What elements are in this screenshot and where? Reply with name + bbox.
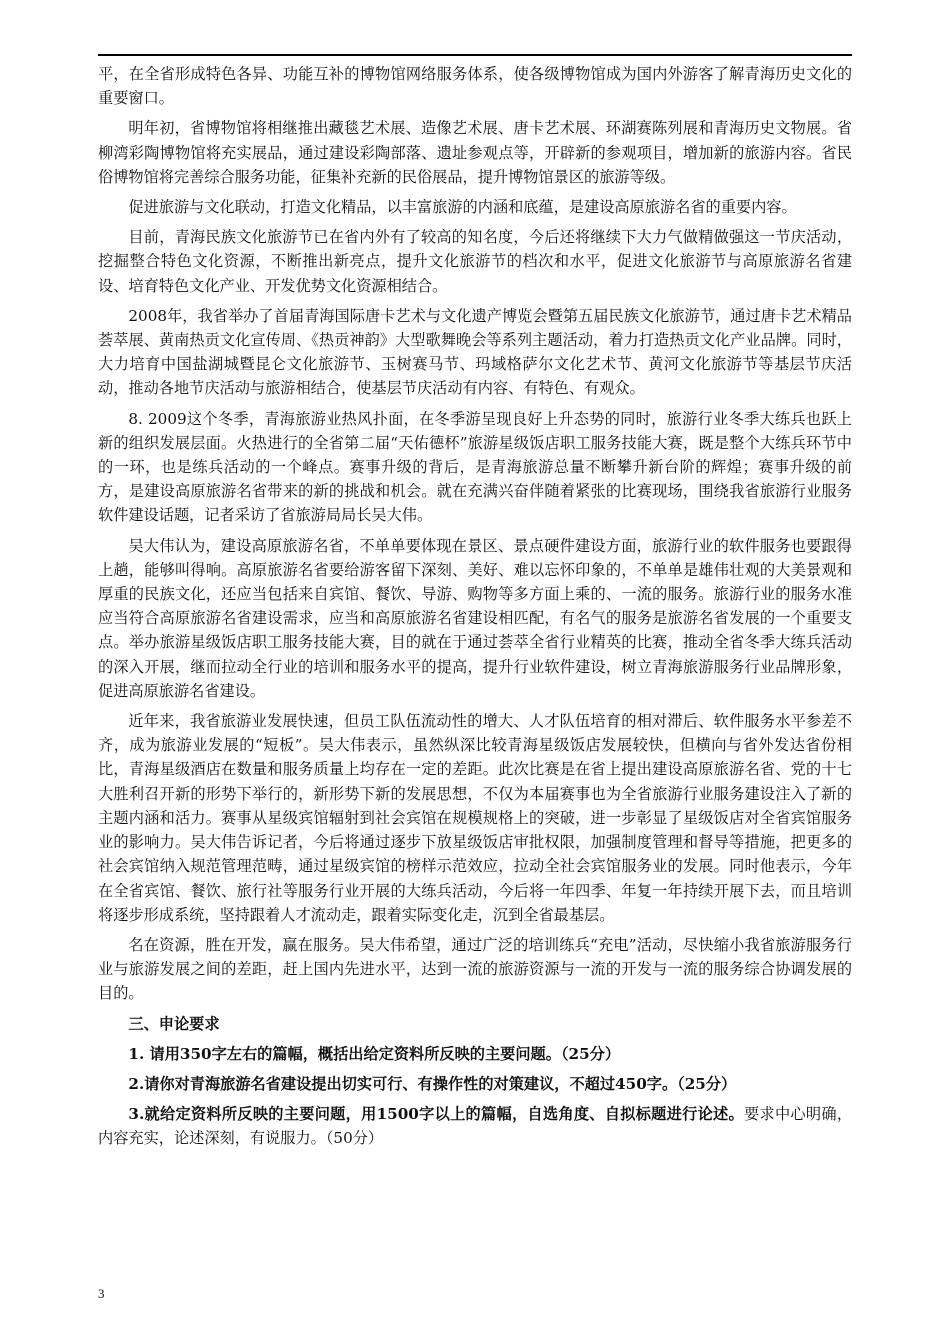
header-rule bbox=[98, 54, 852, 56]
paragraph-material-8: 8. 2009这个冬季，青海旅游业热风扑面，在冬季游呈现良好上升态势的同时，旅游行业冬季大练兵也跃上新的组织发展层面。火热进行的全省第二届“天佑德杯”旅游星级饭店职工服务技能大赛，既是整个大练兵环节中的一环，也是练兵活动的一个峰点。赛事升级的背后，是青海旅游总量不断攀升新台阶的辉煌；赛事升级的前方，是建设高原旅游名省带来的新的挑战和机会。就在充满兴奋伴随着紧张的比赛现场，围绕我省旅游行业服务软件建设话题，记者采访了省旅游局局长吴大伟。 bbox=[98, 409, 852, 525]
paragraph-festival: 目前，青海民族文化旅游节已在省内外有了较高的知名度，今后还将继续下大力气做精做强这一节庆活动，挖掘整合特色文化资源，不断推出新亮点，提升文化旅游节的档次和水平，促进文化旅游节与高原旅游名省建设、培育特色文化产业、开发优势文化资源相结合。 bbox=[98, 228, 852, 295]
requirement-1-text: 1. 请用350字左右的篇幅，概括出给定资料所反映的主要问题。（25分） bbox=[128, 1044, 621, 1063]
requirement-2-text: 2.请你对青海旅游名省建设提出切实可行、有操作性的对策建议，不超过450字。（25分） bbox=[128, 1074, 737, 1093]
document-body bbox=[98, 62, 852, 1157]
section-heading: 三、申论要求 bbox=[128, 1014, 220, 1033]
paragraph-2008: 2008年，我省举办了首届青海国际唐卡艺术与文化遗产博览会暨第五届民族文化旅游节，通过唐卡艺术精品荟萃展、黄南热贡文化宣传周、《热贡神韵》大型歌舞晚会等系列主题活动，着力打造热贡文化产业品牌。同时，大力培育中国盐湖城暨昆仑文化旅游节、玉树赛马节、玛域格萨尔文化艺术节、黄河文化旅游节等基层节庆活动，推动各地节庆活动与旅游相结合，使基层节庆活动有内容、有特色、有观众。 bbox=[98, 306, 852, 398]
paragraph-museum-exhibits: 明年初，省博物馆将相继推出藏毯艺术展、造像艺术展、唐卡艺术展、环湖赛陈列展和青海历史文物展。省柳湾彩陶博物馆将充实展品，通过建设彩陶部落、遗址参观点等，开辟新的参观项目，增加新的旅游内容。省民俗博物馆将完善综合服务功能，征集补充新的民俗展品，提升博物馆景区的旅游等级。 bbox=[98, 119, 852, 186]
requirement-2 bbox=[98, 1072, 852, 1096]
paragraph-tourism-culture: 促进旅游与文化联动，打造文化精品，以丰富旅游的内涵和底蕴，是建设高原旅游名省的重要内容。 bbox=[128, 198, 797, 217]
page-number: 3 bbox=[98, 1286, 105, 1301]
requirement-3 bbox=[98, 1102, 852, 1150]
paragraph-wu-dawei: 吴大伟认为，建设高原旅游名省，不单单要体现在景区、景点硬件建设方面，旅游行业的软件服务也要跟得上趟，能够叫得响。高原旅游名省要给游客留下深刻、美好、难以忘怀印象的，不单单是雄伟壮观的大美景观和厚重的民族文化，还应当包括来自宾馆、餐饮、导游、购物等多方面上乘的、一流的服务。旅游行业的服务水准应当符合高原旅游名省建设需求，应当和高原旅游名省建设相匹配，有名气的服务是旅游名省发展的一个重要支点。举办旅游星级饭店职工服务技能大赛，目的就在于通过荟萃全省行业精英的比赛，推动全省冬季大练兵活动的深入开展，继而拉动全行业的培训和服务水平的提高，提升行业软件建设，树立青海旅游服务行业品牌形象，促进高原旅游名省建设。 bbox=[98, 536, 852, 700]
paragraph-continued: 平，在全省形成特色各异、功能互补的博物馆网络服务体系，使各级博物馆成为国内外游客了解青海历史文化的重要窗口。 bbox=[98, 65, 852, 108]
paragraph-conclusion: 名在资源，胜在开发，赢在服务。吴大伟希望，通过广泛的培训练兵“充电”活动，尽快缩小我省旅游服务行业与旅游发展之间的差距，赶上国内先进水平，达到一流的旅游资源与一流的开发与一流的服务综合协调发展的目的。 bbox=[98, 935, 852, 1003]
requirement-3-bold-text: 3.就给定资料所反映的主要问题，用1500字以上的篇幅，自选角度、自拟标题进行论述。 bbox=[128, 1105, 744, 1124]
requirement-3-normal-text: 要求中心明确，内容充实，论述深刻，有说服力。（50分） bbox=[98, 1105, 853, 1148]
requirement-1 bbox=[98, 1042, 852, 1066]
paragraph-recent-years: 近年来，我省旅游业发展快速，但员工队伍流动性的增大、人才队伍培育的相对滞后、软件服务水平参差不齐，成为旅游业发展的“短板”。吴大伟表示，虽然纵深比较青海星级饭店发展较快，但横向与省外发达省份相比，青海星级酒店在数量和服务质量上均存在一定的差距。此次比赛是在省上提出建设高原旅游名省、党的十七大胜利召开新的形势下举行的，新形势下新的发展思想，不仅为本届赛事也为全省旅游行业服务建设注入了新的主题内涵和活力。赛事从星级宾馆辐射到社会宾馆在规模规格上的突破，进一步彰显了星级饭店对全省宾馆服务业的影响力。吴大伟告诉记者，今后将通过逐步下放星级饭店审批权限，加强制度管理和督导等措施，把更多的社会宾馆纳入规范管理范畴，通过星级宾馆的榜样示范效应，拉动全社会宾馆服务业的发展。同时他表示，今年在全省宾馆、餐饮、旅行社等服务行业开展的大练兵活动，今后将一年四季、年复一年持续开展下去，而且培训将逐步形成系统，坚持跟着人才流动走，跟着实际变化走，沉到全省最基层。 bbox=[98, 712, 852, 924]
